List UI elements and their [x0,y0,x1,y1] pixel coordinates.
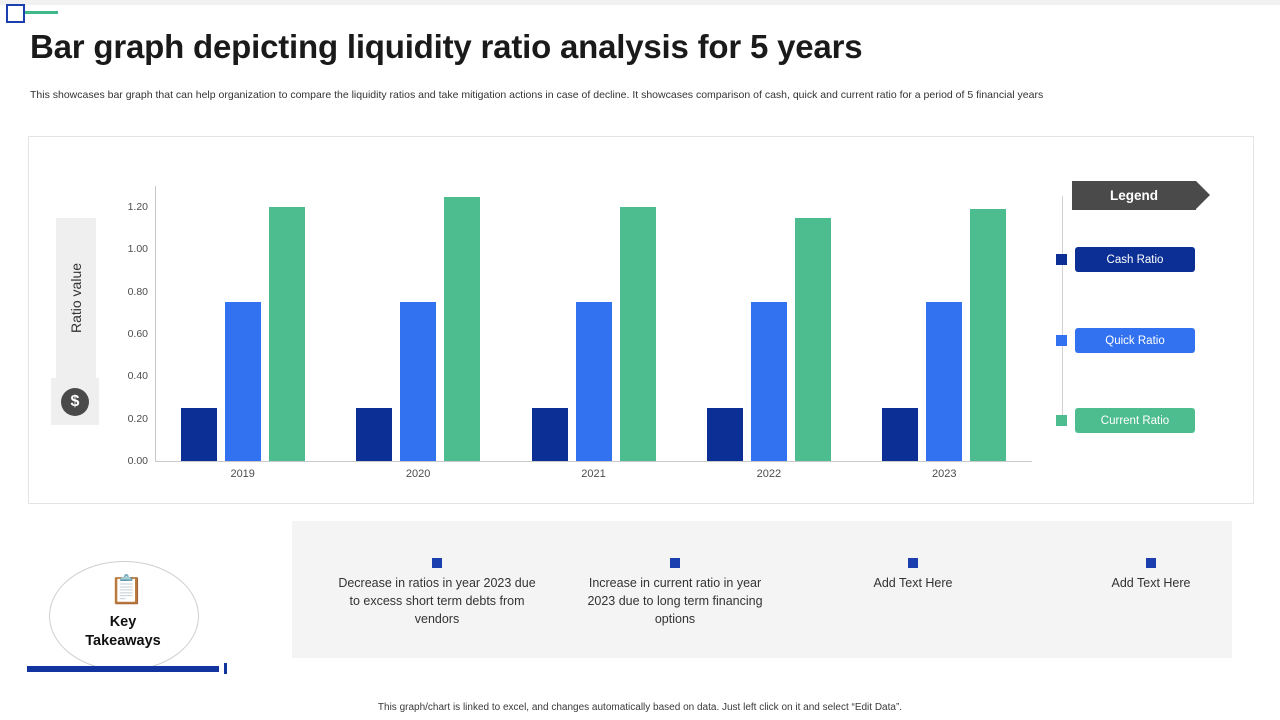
takeaway-marker [908,558,918,568]
x-tick-label: 2019 [230,468,255,480]
bar-chart-plot [155,186,1032,461]
page-title: Bar graph depicting liquidity ratio analysis for 5 years [30,28,863,65]
legend-swatch-icon [1056,335,1067,346]
bar-cash-ratio-2020 [356,408,392,461]
bar-quick-ratio-2021 [576,302,612,461]
clipboard-icon: 📋 [109,574,144,605]
takeaway-text[interactable]: Decrease in ratios in year 2023 due to excess short term debts from vendors [338,576,536,627]
takeaway-marker [432,558,442,568]
key-takeaways-label: Key Takeaways [85,614,161,649]
bar-cash-ratio-2021 [532,408,568,461]
takeaway-marker [670,558,680,568]
bar-cash-ratio-2019 [181,408,217,461]
bar-cash-ratio-2022 [707,408,743,461]
page-subtitle: This showcases bar graph that can help organization to compare the liquidity ratios and take mitigation actions in case of decline. It showcases comparison of cash, quick and current ratio for a period of 5 financial years [30,89,1044,101]
legend-item-quick-ratio[interactable]: Quick Ratio [1075,328,1195,353]
y-tick-label: 1.20 [127,201,148,214]
bar-current-ratio-2021 [620,207,656,461]
bar-current-ratio-2020 [444,197,480,461]
y-tick-label: 0.20 [127,412,148,425]
bar-current-ratio-2019 [269,207,305,461]
footer-note: This graph/chart is linked to excel, and changes automatically based on data. Just left click on it and select “Edit Data”. [377,702,903,713]
legend-item-cash-ratio[interactable]: Cash Ratio [1075,247,1195,272]
legend-swatch-icon [1056,254,1067,265]
bar-cash-ratio-2023 [882,408,918,461]
y-tick-label: 0.40 [127,370,148,383]
top-accent-green [22,11,58,14]
x-tick-label: 2020 [405,468,431,480]
x-axis-labels [155,461,1032,485]
bottom-accent-bar [27,666,219,672]
y-axis-label-text: Ratio value [68,262,85,334]
takeaway-marker [1146,558,1156,568]
x-tick-label: 2021 [581,468,606,480]
bar-quick-ratio-2020 [400,302,436,461]
dollar-badge [51,378,99,425]
top-square-marker [6,4,25,23]
x-tick-label: 2022 [756,468,782,480]
y-tick-label: 1.00 [127,243,148,256]
takeaway-text[interactable]: Add Text Here [873,576,953,590]
top-accent-bar [0,0,1280,5]
bar-quick-ratio-2023 [926,302,962,461]
key-takeaways-badge [49,561,197,669]
y-tick-label: 0.80 [127,285,148,298]
y-axis-ticks [108,186,148,467]
bar-current-ratio-2023 [970,209,1006,461]
x-tick-label: 2023 [932,468,957,480]
legend-divider [1062,196,1063,424]
legend-banner [1072,181,1196,210]
bar-quick-ratio-2019 [225,302,261,461]
takeaway-text[interactable]: Increase in current ratio in year 2023 due to long term financing options [587,576,763,627]
bottom-accent-tick [224,663,227,674]
y-tick-label: 0.00 [127,455,148,467]
legend-item-current-ratio[interactable]: Current Ratio [1075,408,1195,433]
y-axis-label [56,218,96,378]
dollar-icon: $ [61,388,89,416]
bar-quick-ratio-2022 [751,302,787,461]
takeaway-text[interactable]: Add Text Here [1111,576,1191,590]
legend-swatch-icon [1056,415,1067,426]
legend-banner-label: Legend [1109,188,1158,203]
y-tick-label: 0.60 [127,328,148,341]
bar-current-ratio-2022 [795,218,831,461]
